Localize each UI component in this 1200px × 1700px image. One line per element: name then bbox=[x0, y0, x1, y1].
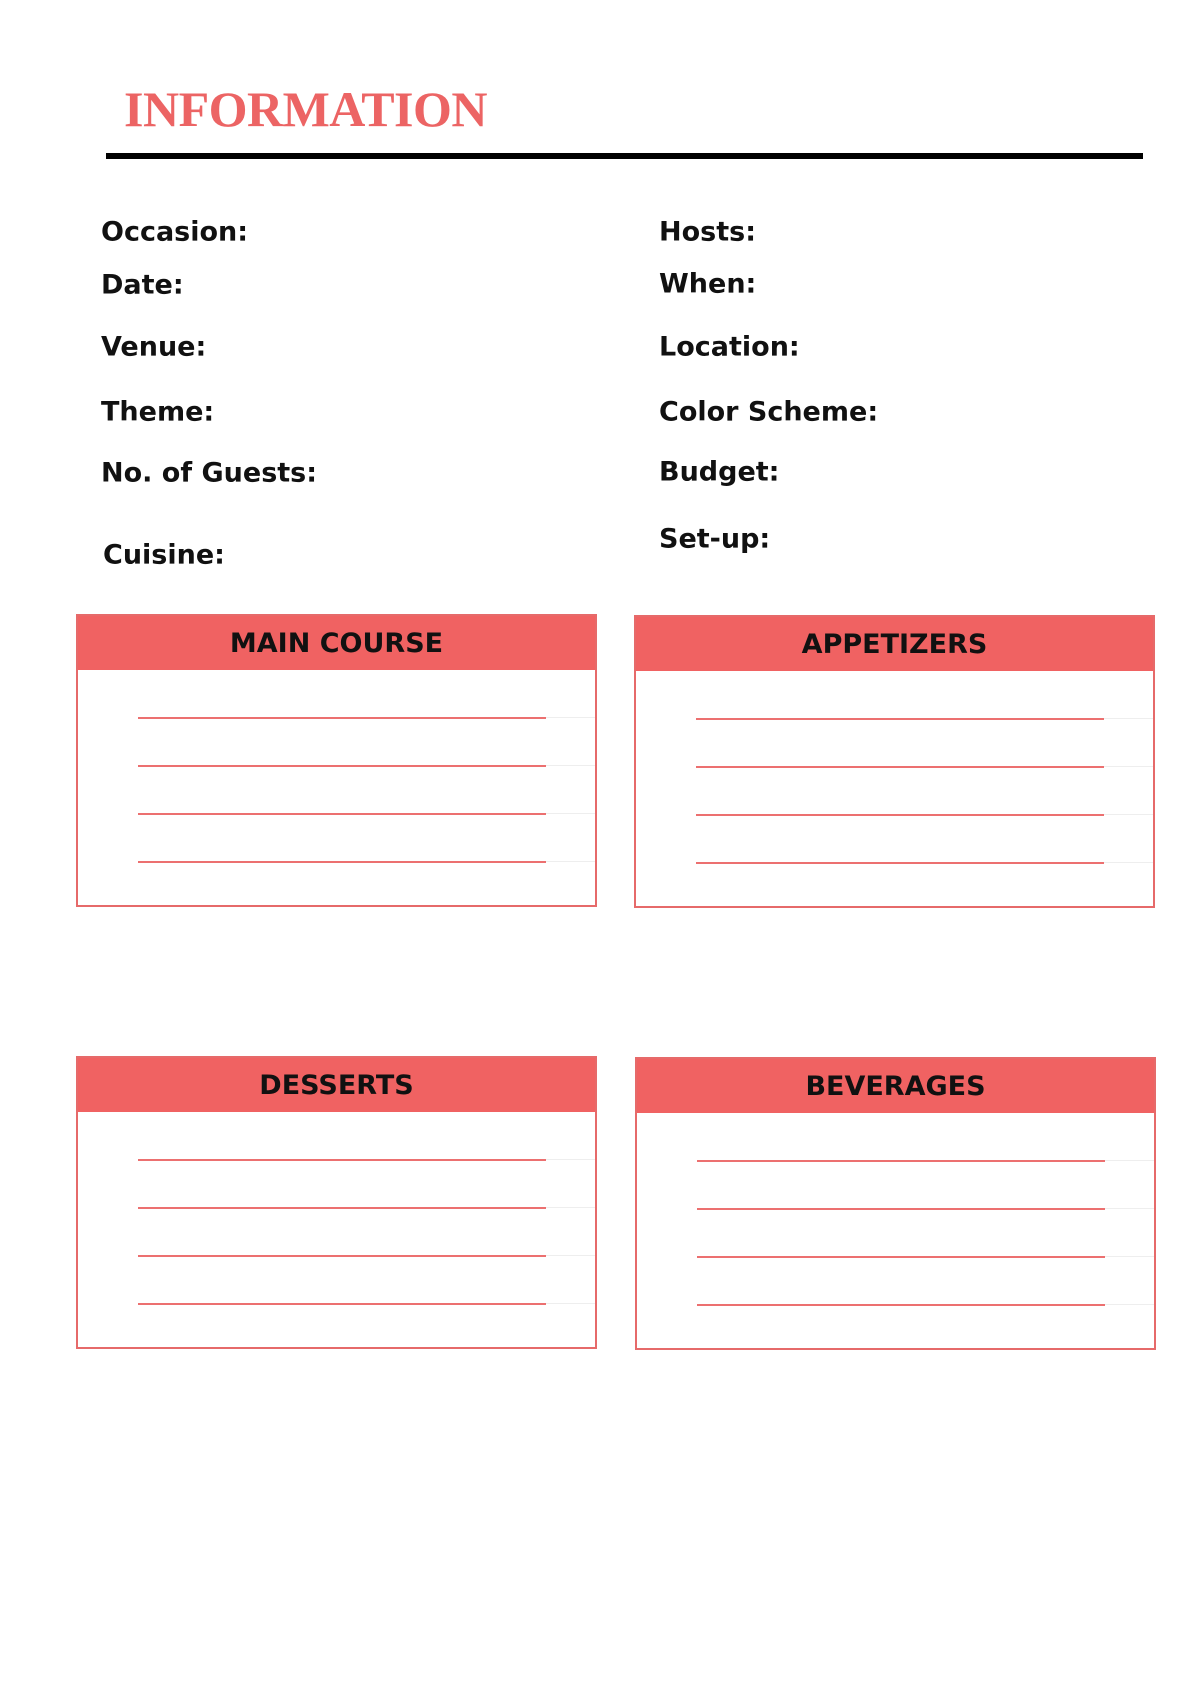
field-when: When: bbox=[659, 268, 757, 300]
writing-line bbox=[138, 1255, 546, 1257]
writing-line bbox=[138, 717, 546, 719]
field-hosts: Hosts: bbox=[659, 216, 756, 248]
page-title: INFORMATION bbox=[124, 81, 488, 137]
writing-line bbox=[138, 861, 546, 863]
writing-line bbox=[138, 813, 546, 815]
writing-line bbox=[696, 718, 1104, 720]
appetizers-box bbox=[634, 615, 1155, 908]
faint-line bbox=[1105, 1256, 1154, 1257]
faint-line bbox=[546, 1207, 595, 1208]
field-cuisine: Cuisine: bbox=[103, 539, 225, 571]
writing-line bbox=[697, 1208, 1105, 1210]
faint-line bbox=[1104, 718, 1153, 719]
writing-line bbox=[138, 1303, 546, 1305]
field-guests: No. of Guests: bbox=[101, 457, 318, 489]
writing-line bbox=[138, 1159, 546, 1161]
faint-line bbox=[546, 717, 595, 718]
title-divider bbox=[106, 153, 1143, 159]
faint-line bbox=[1104, 862, 1153, 863]
field-date: Date: bbox=[101, 269, 184, 301]
writing-line bbox=[138, 1207, 546, 1209]
field-venue: Venue: bbox=[101, 331, 207, 363]
main-course-box bbox=[76, 614, 597, 907]
faint-line bbox=[1105, 1160, 1154, 1161]
main-course-header: MAIN COURSE bbox=[78, 616, 595, 670]
field-color-scheme: Color Scheme: bbox=[659, 396, 879, 428]
writing-line bbox=[697, 1160, 1105, 1162]
faint-line bbox=[1105, 1304, 1154, 1305]
writing-line bbox=[138, 765, 546, 767]
faint-line bbox=[546, 1303, 595, 1304]
faint-line bbox=[1104, 814, 1153, 815]
faint-line bbox=[546, 813, 595, 814]
writing-line bbox=[696, 766, 1104, 768]
faint-line bbox=[546, 765, 595, 766]
field-setup: Set-up: bbox=[659, 523, 771, 555]
writing-line bbox=[697, 1256, 1105, 1258]
faint-line bbox=[546, 1159, 595, 1160]
beverages-header: BEVERAGES bbox=[637, 1059, 1154, 1113]
field-location: Location: bbox=[659, 331, 800, 363]
desserts-header: DESSERTS bbox=[78, 1058, 595, 1112]
writing-line bbox=[697, 1304, 1105, 1306]
writing-line bbox=[696, 862, 1104, 864]
writing-line bbox=[696, 814, 1104, 816]
faint-line bbox=[1105, 1208, 1154, 1209]
faint-line bbox=[1104, 766, 1153, 767]
field-occasion: Occasion: bbox=[101, 216, 249, 248]
beverages-box bbox=[635, 1057, 1156, 1350]
desserts-box bbox=[76, 1056, 597, 1349]
field-theme: Theme: bbox=[101, 396, 215, 428]
faint-line bbox=[546, 1255, 595, 1256]
appetizers-header: APPETIZERS bbox=[636, 617, 1153, 671]
field-budget: Budget: bbox=[659, 456, 780, 488]
faint-line bbox=[546, 861, 595, 862]
